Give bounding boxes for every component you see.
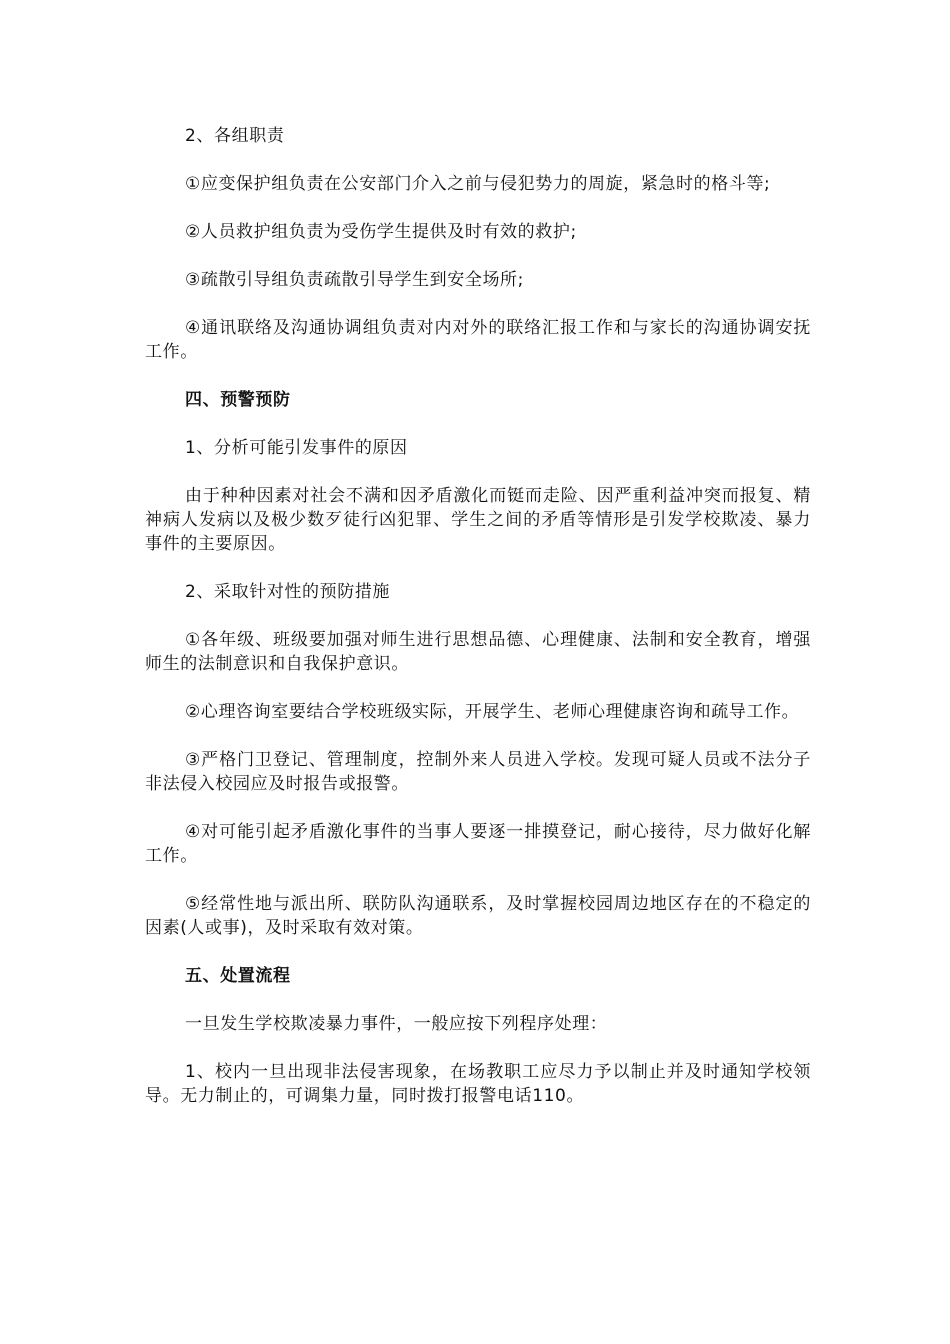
paragraph: ③疏散引导组负责疏散引导学生到安全场所; bbox=[185, 270, 524, 290]
paragraph: ④对可能引起矛盾激化事件的当事人要逐一排摸登记，耐心接待，尽力做好化解工作。 bbox=[145, 822, 811, 866]
paragraph: ①各年级、班级要加强对师生进行思想品德、心理健康、法制和安全教育，增强师生的法制意识和自我保护意识。 bbox=[145, 630, 811, 674]
section-subheading: 2、各组职责 bbox=[185, 126, 285, 146]
section-heading: 五、处置流程 bbox=[185, 966, 291, 986]
paragraph: ④通讯联络及沟通协调组负责对内对外的联络汇报工作和与家长的沟通协调安抚工作。 bbox=[145, 318, 811, 362]
paragraph: ②心理咨询室要结合学校班级实际，开展学生、老师心理健康咨询和疏导工作。 bbox=[185, 702, 800, 722]
paragraph: ①应变保护组负责在公安部门介入之前与侵犯势力的周旋，紧急时的格斗等; bbox=[185, 174, 771, 194]
section-subheading: 2、采取针对性的预防措施 bbox=[185, 582, 391, 602]
document-page bbox=[145, 124, 811, 1132]
section-subheading: 1、分析可能引发事件的原因 bbox=[185, 438, 408, 458]
section-heading: 四、预警预防 bbox=[185, 390, 291, 410]
paragraph: 由于种种因素对社会不满和因矛盾激化而铤而走险、因严重利益冲突而报复、精神病人发病以及极少数歹徒行凶犯罪、学生之间的矛盾等情形是引发学校欺凌、暴力事件的主要原因。 bbox=[145, 486, 811, 554]
paragraph: ②人员救护组负责为受伤学生提供及时有效的救护; bbox=[185, 222, 577, 242]
paragraph: ③严格门卫登记、管理制度，控制外来人员进入学校。发现可疑人员或不法分子非法侵入校园应及时报告或报警。 bbox=[145, 750, 811, 794]
paragraph: 1、校内一旦出现非法侵害现象，在场教职工应尽力予以制止并及时通知学校领导。无力制止的，可调集力量，同时拨打报警电话110。 bbox=[145, 1062, 811, 1106]
paragraph: 一旦发生学校欺凌暴力事件，一般应按下列程序处理： bbox=[185, 1014, 608, 1034]
paragraph: ⑤经常性地与派出所、联防队沟通联系，及时掌握校园周边地区存在的不稳定的因素(人或事)，及时采取有效对策。 bbox=[145, 894, 811, 938]
